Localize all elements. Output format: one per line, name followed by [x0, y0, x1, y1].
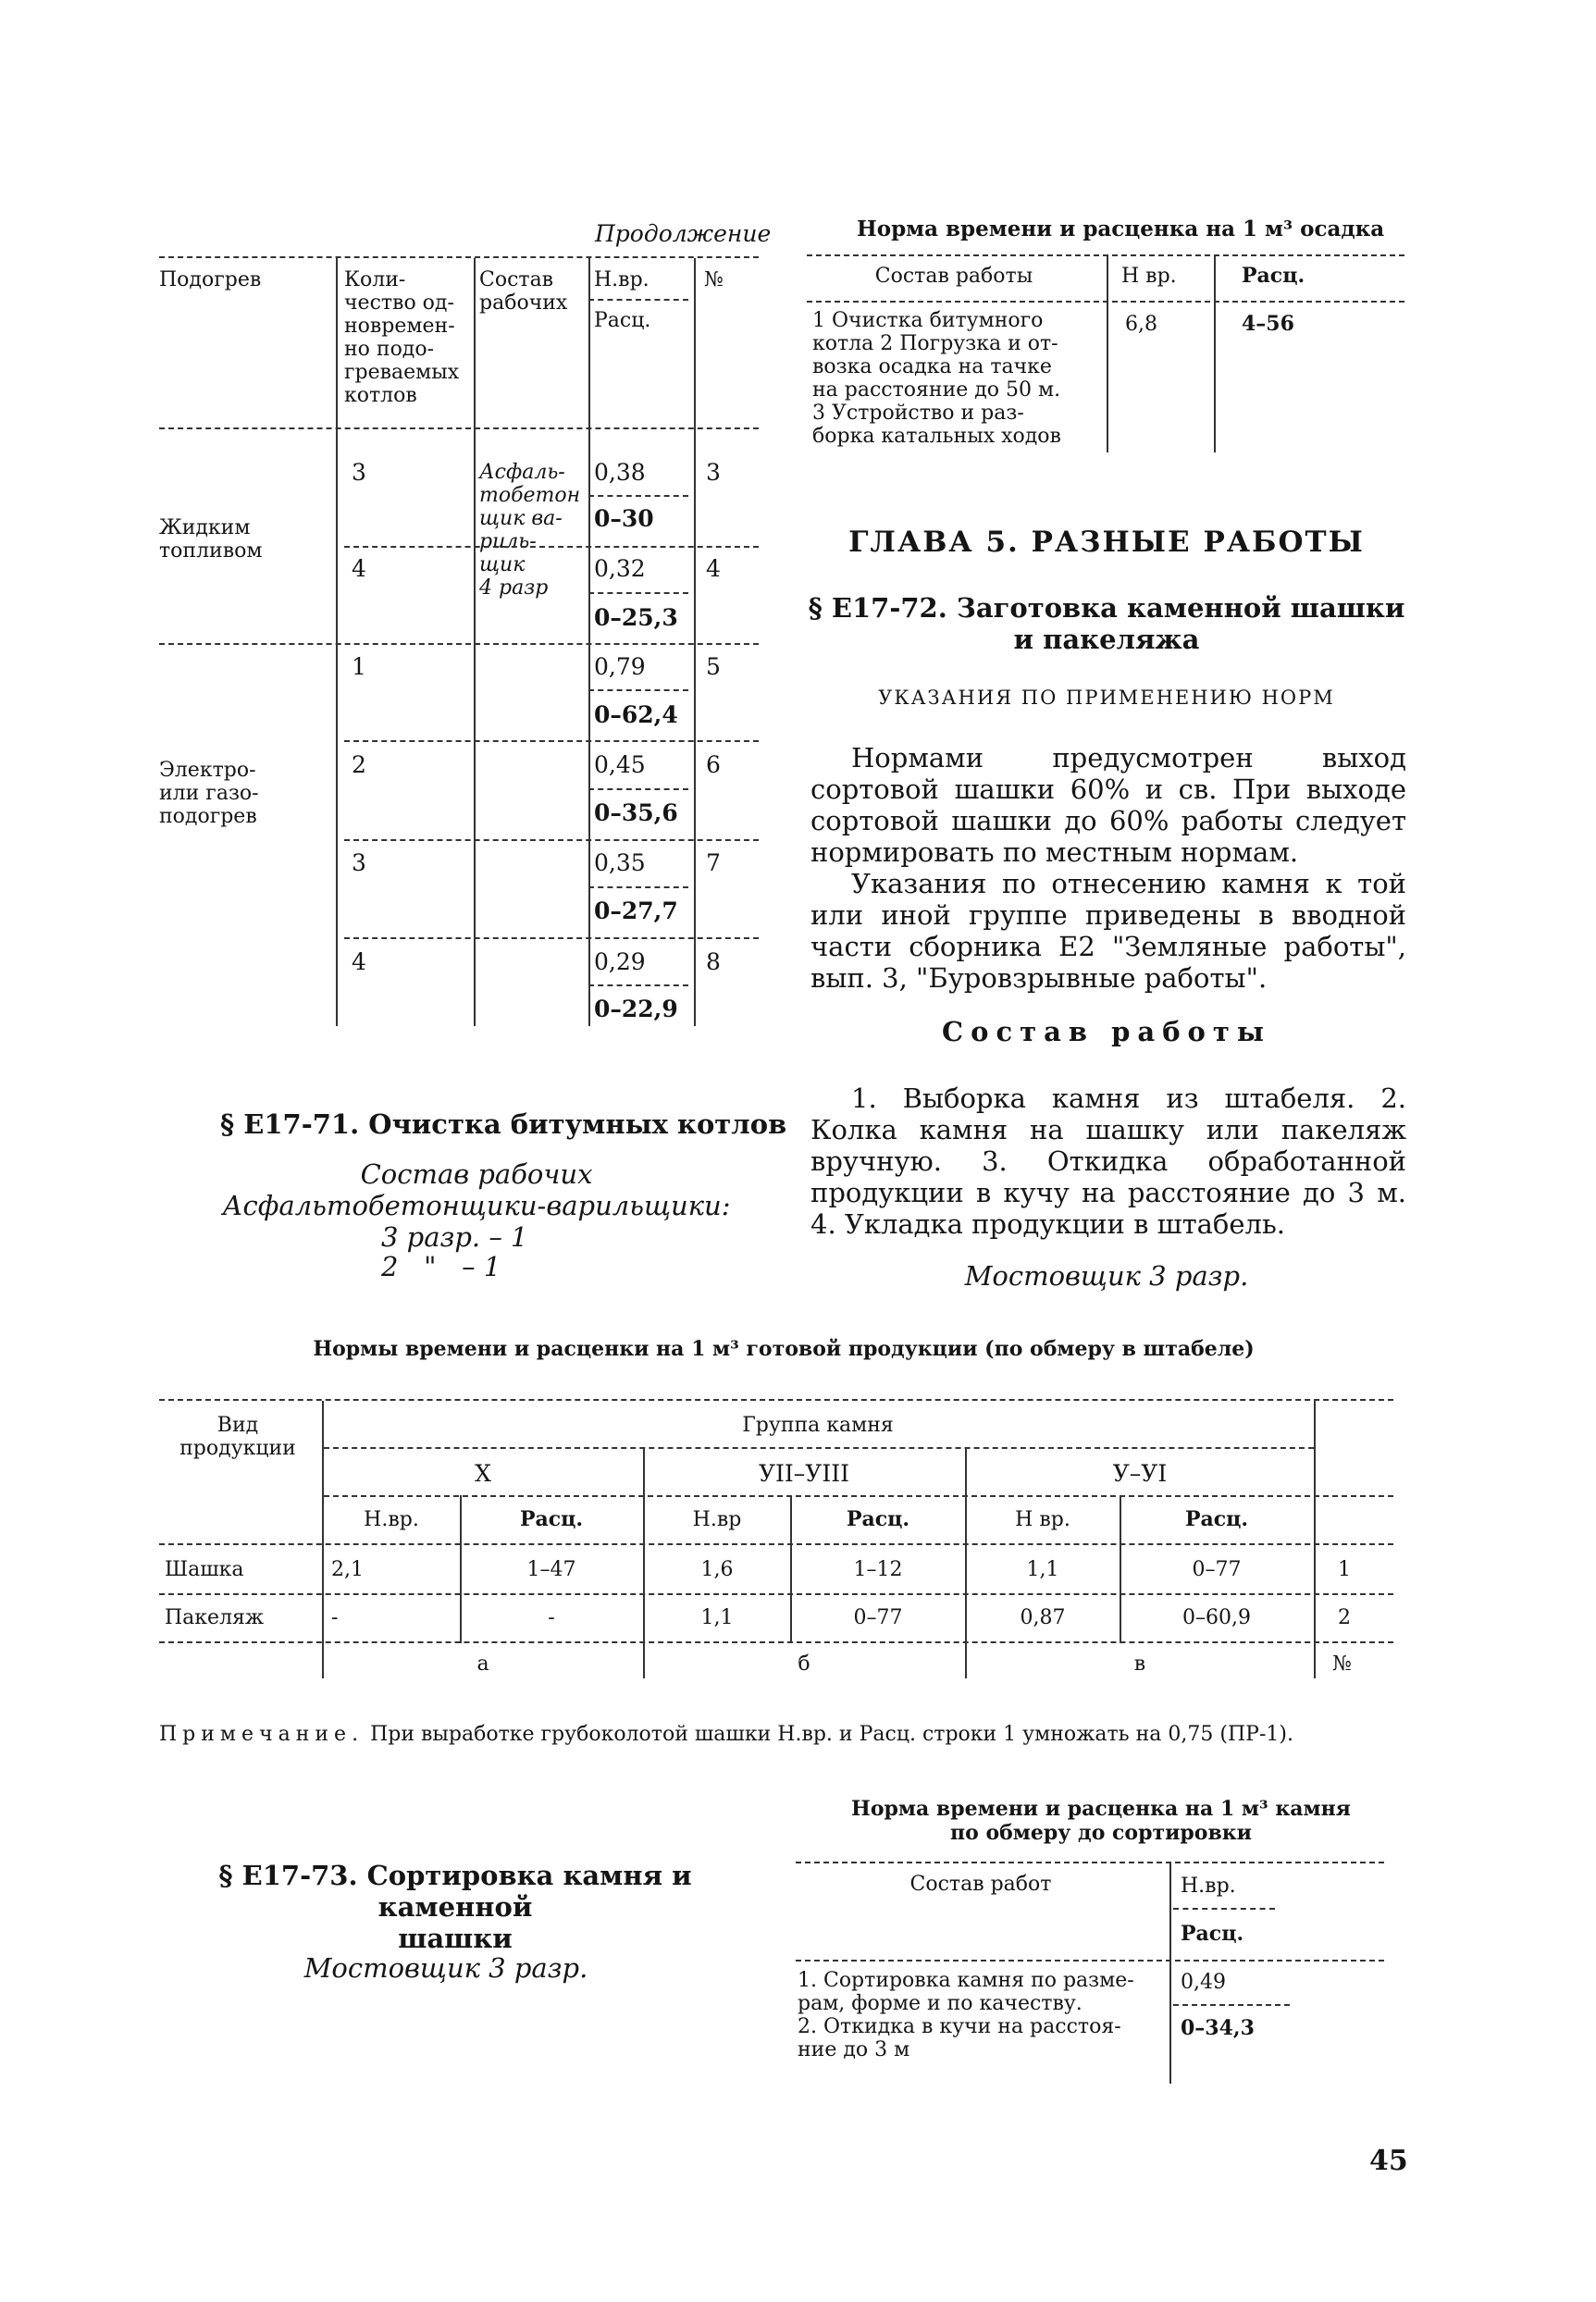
- cell: 1–47: [526, 1558, 576, 1581]
- group-x: X: [475, 1460, 491, 1487]
- divider: [588, 689, 688, 691]
- divider: [474, 258, 476, 1026]
- cell-nvr: 6,8: [1125, 313, 1157, 336]
- divider: [344, 740, 759, 742]
- cell-nvr: 0,49: [1181, 1971, 1226, 1994]
- section-title: § Е17-71. Очистка битумных котлов: [220, 1108, 787, 1140]
- header-count: Коли- чество од- новремен- но подо- греваемых котлов: [344, 268, 460, 407]
- divider: [588, 495, 688, 497]
- cell: -: [331, 1606, 339, 1629]
- cell: 0,87: [1020, 1606, 1066, 1629]
- cell-nvr: 0,32: [594, 555, 646, 582]
- cell-num: 5: [706, 653, 721, 680]
- cell: -: [548, 1606, 555, 1629]
- divider: [796, 1862, 1384, 1863]
- crew-rank-2: 2 " – 1: [381, 1251, 501, 1282]
- divider: [1107, 256, 1108, 452]
- divider: [159, 427, 759, 429]
- divider: [1169, 1863, 1171, 2084]
- work-description: 1. Сортировка камня по разме- рам, форме и по качеству. 2. Откидка в кучи на расстоя- ние до 3 м: [798, 1969, 1134, 2061]
- cell: 1,6: [700, 1558, 734, 1581]
- cell-nvr: 0,45: [594, 751, 646, 778]
- divider: [159, 1399, 1393, 1401]
- crew-label: Состав рабочих: [360, 1158, 593, 1190]
- row-name: Шашка: [165, 1558, 244, 1581]
- header-work: Состав работы: [874, 265, 1033, 288]
- cell: 1–12: [853, 1558, 903, 1581]
- cell-nvr: 0,29: [594, 948, 646, 975]
- header-crew: Состав рабочих: [479, 268, 568, 315]
- cell: 1,1: [700, 1606, 734, 1629]
- header-nvr: Н.вр.: [1181, 1875, 1236, 1898]
- cell-nvr: 0,79: [594, 653, 646, 680]
- cell-num: 8: [706, 948, 721, 975]
- divider: [588, 886, 688, 888]
- worker-label: Мостовщик 3 разр.: [964, 1260, 1249, 1292]
- header-nvr: Н.вр.: [594, 268, 650, 291]
- cell-nvr: 0,35: [594, 849, 646, 876]
- divider: [159, 256, 759, 258]
- worker-label: Мостовщик 3 разр.: [303, 1952, 588, 1984]
- cell-rasc: 4–56: [1242, 312, 1294, 336]
- header-nvr: Н.вр: [692, 1508, 742, 1531]
- divider: [588, 299, 688, 301]
- chapter-title: ГЛАВА 5. РАЗНЫЕ РАБОТЫ: [848, 526, 1365, 559]
- divider: [322, 1401, 324, 1678]
- cell: 0–77: [1192, 1558, 1242, 1581]
- guide-heading: УКАЗАНИЯ ПО ПРИМЕНЕНИЮ НОРМ: [878, 687, 1335, 709]
- divider: [159, 1543, 1393, 1545]
- table-caption: Нормы времени и расценки на 1 м³ готовой продукции (по обмеру в штабеле): [313, 1337, 1255, 1361]
- cell-num: 4: [706, 555, 721, 582]
- divider: [336, 258, 338, 1026]
- group-liquid-fuel: Жидким топливом: [159, 516, 263, 563]
- header-heating: Подогрев: [159, 268, 262, 291]
- cell-rasc: 0–62,4: [594, 701, 678, 728]
- cell: 0–77: [853, 1606, 903, 1629]
- cell-count: 4: [352, 555, 366, 582]
- row-num: 1: [1338, 1558, 1351, 1581]
- header-rasc: Расц.: [519, 1507, 584, 1531]
- divider: [159, 643, 759, 645]
- divider: [344, 546, 759, 548]
- header-rasc: Расц.: [594, 309, 651, 332]
- group-7-8: УII–УIII: [758, 1460, 849, 1487]
- work-description: 1 Очистка битумного котла 2 Погрузка и от- возка осадка на тачке на расстояние до 50 м. 3 Устройство и раз- борка катальных ходов: [812, 309, 1061, 448]
- divider: [159, 1593, 1393, 1595]
- cell-count: 2: [352, 751, 366, 778]
- note-heading: Примечание.: [159, 1723, 365, 1746]
- crew-text: Асфаль- тобетон щик ва- риль- щик 4 разр: [479, 461, 581, 600]
- header-rasc: Расц.: [1242, 264, 1305, 288]
- cell-rasc: 0–22,9: [594, 996, 678, 1022]
- section-title: § Е17-72. Заготовка каменной шашки и пакеляжа: [808, 592, 1405, 655]
- divider: [807, 254, 1404, 256]
- group-electric-gas: Электро- или газо- подогрев: [159, 759, 259, 828]
- divider: [344, 937, 759, 939]
- header-rasc: Расц.: [846, 1507, 910, 1531]
- cell-count: 1: [352, 653, 366, 680]
- section-title: § Е17-73. Сортировка камня и каменной шашки: [218, 1860, 692, 1954]
- cell-count: 3: [352, 459, 366, 486]
- divider: [1314, 1401, 1316, 1678]
- cell-num: 7: [706, 849, 721, 876]
- cell: 1,1: [1026, 1558, 1059, 1581]
- row-name: Пакеляж: [165, 1606, 265, 1629]
- cell-rasc: 0–35,6: [594, 799, 678, 826]
- divider: [344, 839, 759, 841]
- cell-count: 3: [352, 849, 366, 876]
- table-caption: Норма времени и расценка на 1 м³ камня по обмеру до сортировки: [851, 1797, 1351, 1845]
- paragraph: Нормами предусмотрен выход сортовой шашки 60% и св. При выходе сортовой шашки до 60% работы следует нормировать по местным нормам.: [810, 742, 1406, 868]
- divider: [1214, 256, 1216, 452]
- divider: [324, 1447, 1314, 1449]
- header-nvr: Н.вр.: [364, 1508, 419, 1531]
- header-stone-group: Группа камня: [742, 1414, 894, 1437]
- header-rasc: Расц.: [1181, 1922, 1244, 1946]
- divider: [588, 592, 688, 594]
- cell-rasc: 0–30: [594, 505, 654, 532]
- cell-rasc: 0–34,3: [1181, 2016, 1255, 2040]
- header-product-type: Вид продукции: [179, 1414, 296, 1460]
- cell-rasc: 0–25,3: [594, 604, 678, 631]
- column-letter: а: [476, 1652, 489, 1676]
- header-work: Состав работ: [909, 1873, 1052, 1896]
- note-text: При выработке грубоколотой шашки Н.вр. и Расц. строки 1 умножать на 0,75 (ПР-1).: [370, 1723, 1293, 1746]
- group-5-6: У–УI: [1112, 1460, 1168, 1487]
- page-number: 45: [1369, 2145, 1408, 2177]
- crew-rank-3: 3 разр. – 1: [381, 1221, 528, 1253]
- paragraph: Указания по отнесению камня к той или иной группе приведены в вводной части сборника Е2 "Земляные работы", вып. 3, "Буровзрывные работы".: [810, 868, 1406, 994]
- cell: 0–60,9: [1182, 1606, 1251, 1629]
- table-caption: Норма времени и расценка на 1 м³ осадка: [857, 217, 1385, 241]
- header-nvr: Н вр.: [1121, 265, 1177, 288]
- crew-line: Асфальтобетонщики-варильщики:: [222, 1190, 731, 1221]
- column-letter: б: [798, 1652, 810, 1676]
- paragraph: 1. Выборка камня из штабеля. 2. Колка камня на шашку или пакеляж вручную. 3. Откидка обработанной продукции в кучу на расстояние до 3 м. 4. Укладка продукции в штабель.: [810, 1083, 1406, 1240]
- cell-nvr: 0,38: [594, 459, 646, 486]
- continuation-label: Продолжение: [595, 220, 772, 247]
- work-title: Состав работы: [942, 1016, 1271, 1047]
- divider: [588, 258, 590, 1026]
- divider: [324, 1495, 1393, 1497]
- divider: [1173, 2004, 1290, 2006]
- header-rasc: Расц.: [1184, 1507, 1249, 1531]
- column-letter: в: [1133, 1652, 1146, 1676]
- divider: [807, 301, 1404, 303]
- header-num: №: [704, 268, 724, 291]
- divider: [159, 1641, 1393, 1643]
- divider: [796, 1960, 1384, 1962]
- divider: [1173, 1908, 1275, 1910]
- cell: 2,1: [331, 1558, 364, 1581]
- row-num: 2: [1338, 1606, 1351, 1629]
- cell-rasc: 0–27,7: [594, 897, 678, 924]
- num-label: №: [1332, 1652, 1352, 1676]
- divider: [588, 984, 688, 986]
- divider: [694, 258, 696, 1026]
- table-note: [159, 1723, 1408, 1747]
- header-nvr: Н вр.: [1015, 1508, 1070, 1531]
- cell-count: 4: [352, 948, 366, 975]
- divider: [588, 788, 688, 790]
- cell-num: 3: [706, 459, 721, 486]
- cell-num: 6: [706, 751, 721, 778]
